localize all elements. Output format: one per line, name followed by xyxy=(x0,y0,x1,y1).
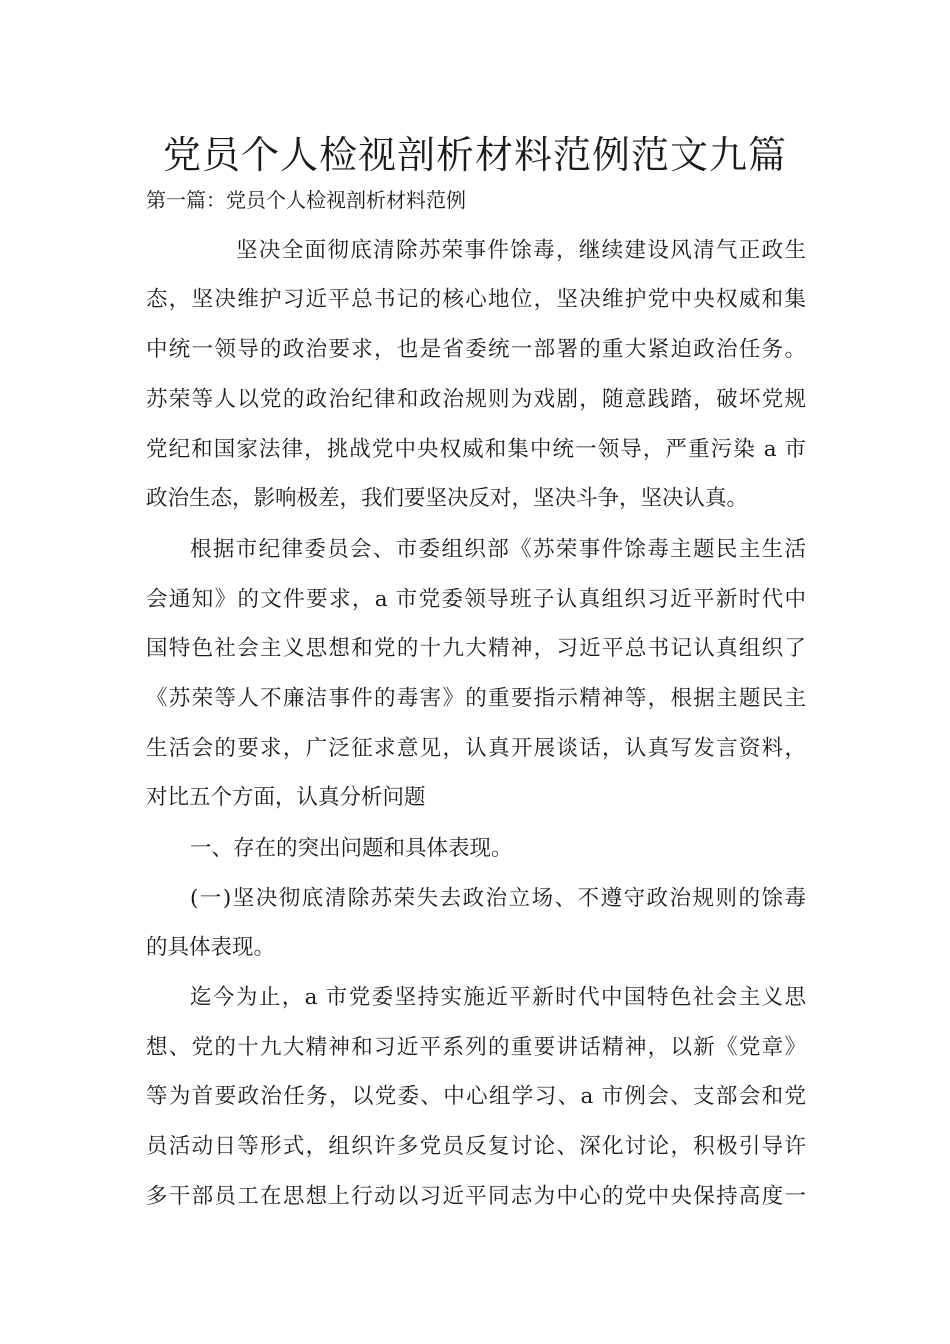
paragraph-line: 中统一领导的政治要求，也是省委统一部署的重大紧迫政治任务。 xyxy=(146,337,806,362)
paragraph-line: 想、党的十九大精神和习近平系列的重要讲话精神，以新《党章》 xyxy=(146,1035,806,1060)
paragraph-line: 态，坚决维护习近平总书记的核心地位，坚决维护党中央权威和集 xyxy=(146,287,806,312)
document-title: 党员个人检视剖析材料范例范文九篇 xyxy=(162,133,787,177)
paragraph-line: 《苏荣等人不廉洁事件的毒害》的重要指示精神等，根据主题民主 xyxy=(146,686,806,711)
paragraph-line: 对比五个方面，认真分析问题 xyxy=(146,785,426,810)
section-heading: 第一篇：党员个人检视剖析材料范例 xyxy=(146,188,466,212)
paragraph-line: (一)坚决彻底清除苏荣失去政治立场、不遵守政治规则的馀毒 xyxy=(190,886,806,911)
paragraph-line: 迄今为止，a 市党委坚持实施近平新时代中国特色社会主义思 xyxy=(190,985,806,1010)
paragraph-line: 根据市纪律委员会、市委组织部《苏荣事件馀毒主题民主生活 xyxy=(190,537,806,562)
paragraph-line: 多干部员工在思想上行动以习近平同志为中心的党中央保持高度一 xyxy=(146,1184,806,1209)
paragraph-line: 国特色社会主义思想和党的十九大精神，习近平总书记认真组织了 xyxy=(146,636,806,661)
paragraph-line: 的具体表现。 xyxy=(146,935,276,960)
paragraph-line: 生活会的要求，广泛征求意见，认真开展谈话，认真写发言资料， xyxy=(146,736,806,761)
subsection-heading: 一、存在的突出问题和具体表现。 xyxy=(190,836,513,861)
paragraph-line: 坚决全面彻底清除苏荣事件馀毒，继续建设风清气正政生 xyxy=(236,238,806,263)
paragraph-line: 会通知》的文件要求，a 市党委领导班子认真组织习近平新时代中 xyxy=(146,587,806,612)
paragraph-line: 等为首要政治任务，以党委、中心组学习、a 市例会、支部会和党 xyxy=(146,1084,806,1109)
paragraph-line: 苏荣等人以党的政治纪律和政治规则为戏剧，随意践踏，破坏党规 xyxy=(146,387,806,412)
paragraph-line: 政治生态，影响极差，我们要坚决反对，坚决斗争，坚决认真。 xyxy=(146,486,749,511)
paragraph-line: 党纪和国家法律，挑战党中央权威和集中统一领导，严重污染 a 市 xyxy=(146,437,806,462)
paragraph-line: 员活动日等形式，组织许多党员反复讨论、深化讨论，积极引导许 xyxy=(146,1134,806,1159)
